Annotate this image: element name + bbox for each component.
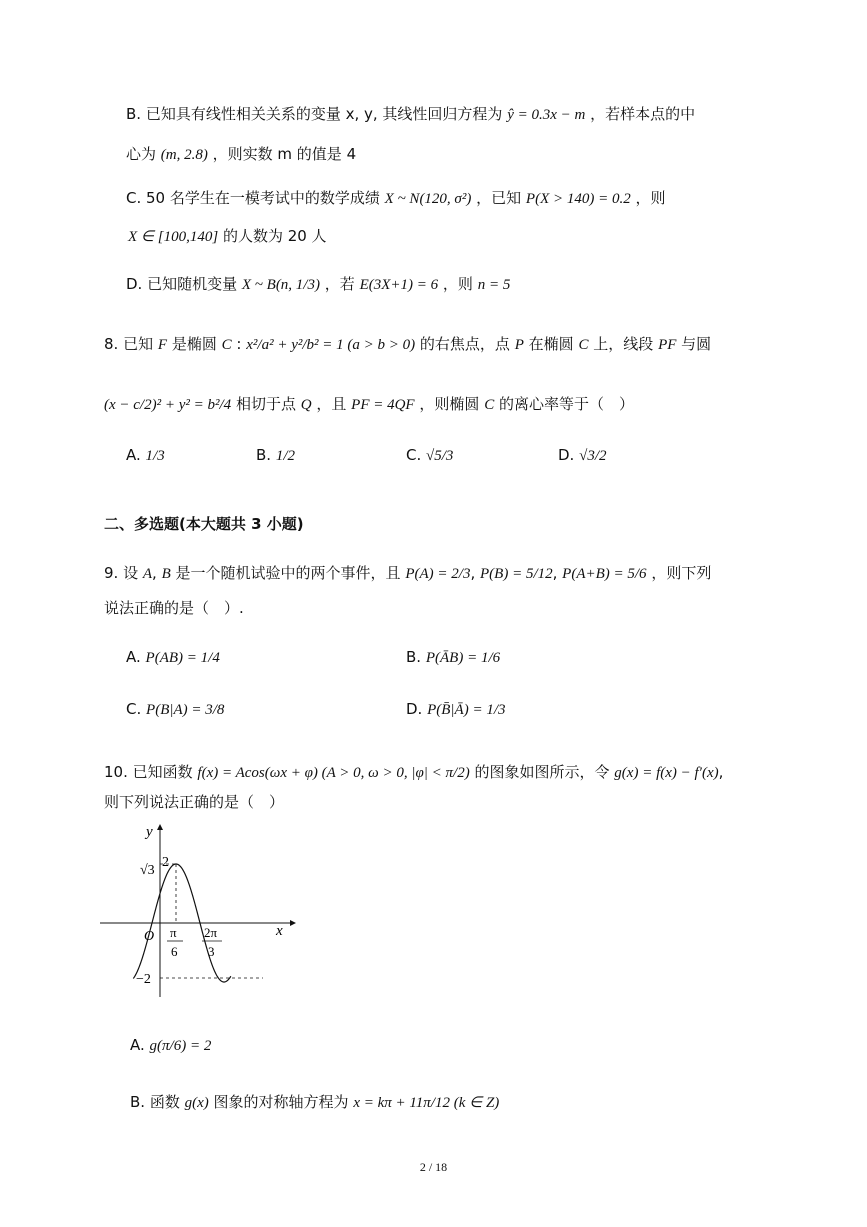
regression-equation: ŷ = 0.3x − m	[507, 107, 586, 123]
point-p-symbol: P	[514, 337, 524, 353]
q8-line1: 8. 已知 F 是椭圆 C : x²/a² + y²/b² = 1 (a > b > 0) 的右焦点，点 P 在椭圆 C 上，线段 PF 与圆	[104, 335, 712, 353]
ellipse-symbol: C	[221, 337, 232, 353]
q8-c-value: √5/3	[426, 448, 454, 464]
circle-equation: (x − c/2)² + y² = b²/4	[104, 397, 232, 413]
q7-d-text: D. 已知随机变量	[126, 275, 238, 293]
q8-b-value: 1/2	[275, 448, 296, 464]
q7-c-text: C. 50 名学生在一模考试中的数学成绩	[126, 189, 380, 207]
q10-line2: 则下列说法正确的是（ ）	[104, 793, 285, 811]
g-definition: g(x) = f(x) − f′(x)	[614, 765, 719, 781]
q7-b-text3: 心为	[126, 145, 157, 163]
q8-option-d	[558, 446, 607, 465]
q8-text9: ，则椭圆	[419, 395, 480, 413]
q8-text3: 的右焦点，点	[419, 335, 510, 353]
vector-relation: PF = 4QF	[351, 397, 415, 413]
normal-distribution: X ~ N(120, σ²)	[384, 191, 472, 207]
q8-text2: 是椭圆	[171, 335, 217, 353]
x-label: x	[276, 923, 283, 939]
q9-text: 9. 设	[104, 564, 139, 582]
y-label: y	[146, 824, 153, 840]
q10-b-text2: 图象的对称轴方程为	[213, 1093, 349, 1111]
q8-b-label: B.	[256, 446, 272, 464]
q8-option-c	[406, 446, 453, 465]
axis-equation: x = kπ + 11π/12 (k ∈ Z)	[353, 1095, 500, 1111]
q10-option-b	[130, 1092, 499, 1113]
q9-d-value: P(B̄|Ā) = 1/3	[427, 702, 506, 718]
q7-d-text2: ，若	[324, 275, 355, 293]
q8-text8: ，且	[316, 395, 347, 413]
y-axis-arrow	[157, 824, 163, 830]
q9-option-a	[126, 648, 220, 667]
score-range: X ∈ [100,140]	[128, 229, 219, 245]
expectation-expression: E(3X+1) = 6	[359, 277, 439, 293]
q7-b-text: B. 已知具有线性相关关系的变量 x, y, 其线性回归方程为	[126, 105, 503, 123]
q9-b-label: B.	[406, 648, 422, 666]
q8-text4: 在椭圆	[528, 335, 574, 353]
n-value: n = 5	[477, 277, 511, 293]
ellipse-equation: x²/a² + y²/b² = 1 (a > b > 0)	[246, 337, 416, 353]
q7-c-text3: ，则	[635, 189, 666, 207]
g-symbol: g(x)	[184, 1095, 209, 1111]
q10-text2: 的图象如图所示，令	[474, 763, 610, 781]
q9-a-label: A.	[126, 648, 141, 666]
q10-line1: 10. 已知函数 f(x) = Acos(ωx + φ) (A > 0, ω > 0, |φ| < π/2) 的图象如图所示，令 g(x) = f(x) − f′(x),	[104, 763, 724, 781]
q10-a-label: A.	[130, 1036, 145, 1054]
focus-symbol: F	[157, 337, 168, 353]
q9-text2: 是一个随机试验中的两个事件，且	[175, 564, 401, 582]
event-a-symbol: A	[142, 566, 153, 582]
prob-a: P(A) = 2/3	[405, 566, 471, 582]
q10-b-text: B. 函数	[130, 1093, 180, 1111]
q7-c-text4: 的人数为 20 人	[222, 227, 327, 245]
q8-text7: 相切于点	[235, 395, 296, 413]
q8-text10: 的离心率等于（ ）	[498, 395, 634, 413]
q8-a-value: 1/3	[145, 448, 165, 464]
q9-c-label: C.	[126, 700, 142, 718]
q10-a-value: g(π/6) = 2	[149, 1038, 212, 1054]
sqrt3-label: √3	[140, 863, 155, 878]
probability-expression: P(X > 140) = 0.2	[525, 191, 631, 207]
q9-line1: 9. 设 A, B 是一个随机试验中的两个事件，且 P(A) = 2/3, P(B) = 5/12, P(A+B) = 5/6 ，则下列	[104, 564, 712, 582]
min-label: −2	[136, 972, 151, 987]
q7-option-c-line2	[128, 226, 327, 247]
ellipse-symbol-3: C	[484, 397, 495, 413]
q8-text5: 上，线段	[593, 335, 654, 353]
q10-option-a	[130, 1036, 211, 1055]
q8-a-label: A.	[126, 446, 141, 464]
function-definition: f(x) = Acos(ωx + φ) (A > 0, ω > 0, |φ| < π/2)	[197, 765, 470, 781]
q7-option-b-line2	[126, 144, 356, 165]
function-graph	[100, 822, 300, 1002]
q7-option-d	[126, 274, 510, 295]
prob-a-plus-b: P(A+B) = 5/6	[562, 566, 647, 582]
ellipse-symbol-2: C	[578, 337, 589, 353]
q9-option-d	[406, 700, 506, 719]
q9-line2: 说法正确的是（ ）.	[104, 599, 244, 617]
q9-a-value: P(AB) = 1/4	[145, 650, 220, 666]
point-q-symbol: Q	[300, 397, 312, 413]
q9-option-c	[126, 700, 224, 719]
segment-pf: PF	[658, 337, 677, 353]
q9-d-label: D.	[406, 700, 423, 718]
origin-label: O	[144, 929, 155, 944]
q8-text6: 与圆	[681, 335, 712, 353]
event-b-symbol: B	[161, 566, 171, 582]
sample-center: (m, 2.8)	[160, 147, 208, 163]
q7-option-c-line1	[126, 188, 666, 209]
q9-option-b	[406, 648, 500, 667]
tick-pi-num: π	[170, 925, 177, 940]
max-label: 2	[162, 855, 169, 870]
section-heading: 二、多选题(本大题共 3 小题)	[104, 515, 304, 533]
page-number: 2 / 18	[419, 1160, 448, 1174]
q8-line2	[104, 394, 634, 415]
q7-b-text2: ，若样本点的中	[590, 105, 696, 123]
q9-c-value: P(B|A) = 3/8	[146, 702, 225, 718]
tick-2pi-den: 3	[208, 944, 215, 959]
q9-text3: ，则下列	[651, 564, 712, 582]
q8-option-a	[126, 446, 165, 465]
q8-d-value: √3/2	[579, 448, 607, 464]
x-axis-arrow	[290, 920, 296, 926]
binomial-distribution: X ~ B(n, 1/3)	[241, 277, 320, 293]
q7-b-text4: ，则实数 m 的值是 4	[212, 145, 357, 163]
q7-c-text2: ，已知	[476, 189, 522, 207]
tick-pi-den: 6	[171, 944, 178, 959]
q7-d-text3: ，则	[442, 275, 473, 293]
tick-2pi-num: 2π	[204, 925, 218, 940]
prob-b: P(B) = 5/12	[480, 566, 553, 582]
q8-text: 8. 已知	[104, 335, 154, 353]
q8-d-label: D.	[558, 446, 575, 464]
q9-b-value: P(ĀB) = 1/6	[425, 650, 501, 666]
q7-option-b-line1	[126, 104, 695, 125]
q8-c-label: C.	[406, 446, 422, 464]
q10-text: 10. 已知函数	[104, 763, 193, 781]
q8-option-b	[256, 446, 295, 465]
